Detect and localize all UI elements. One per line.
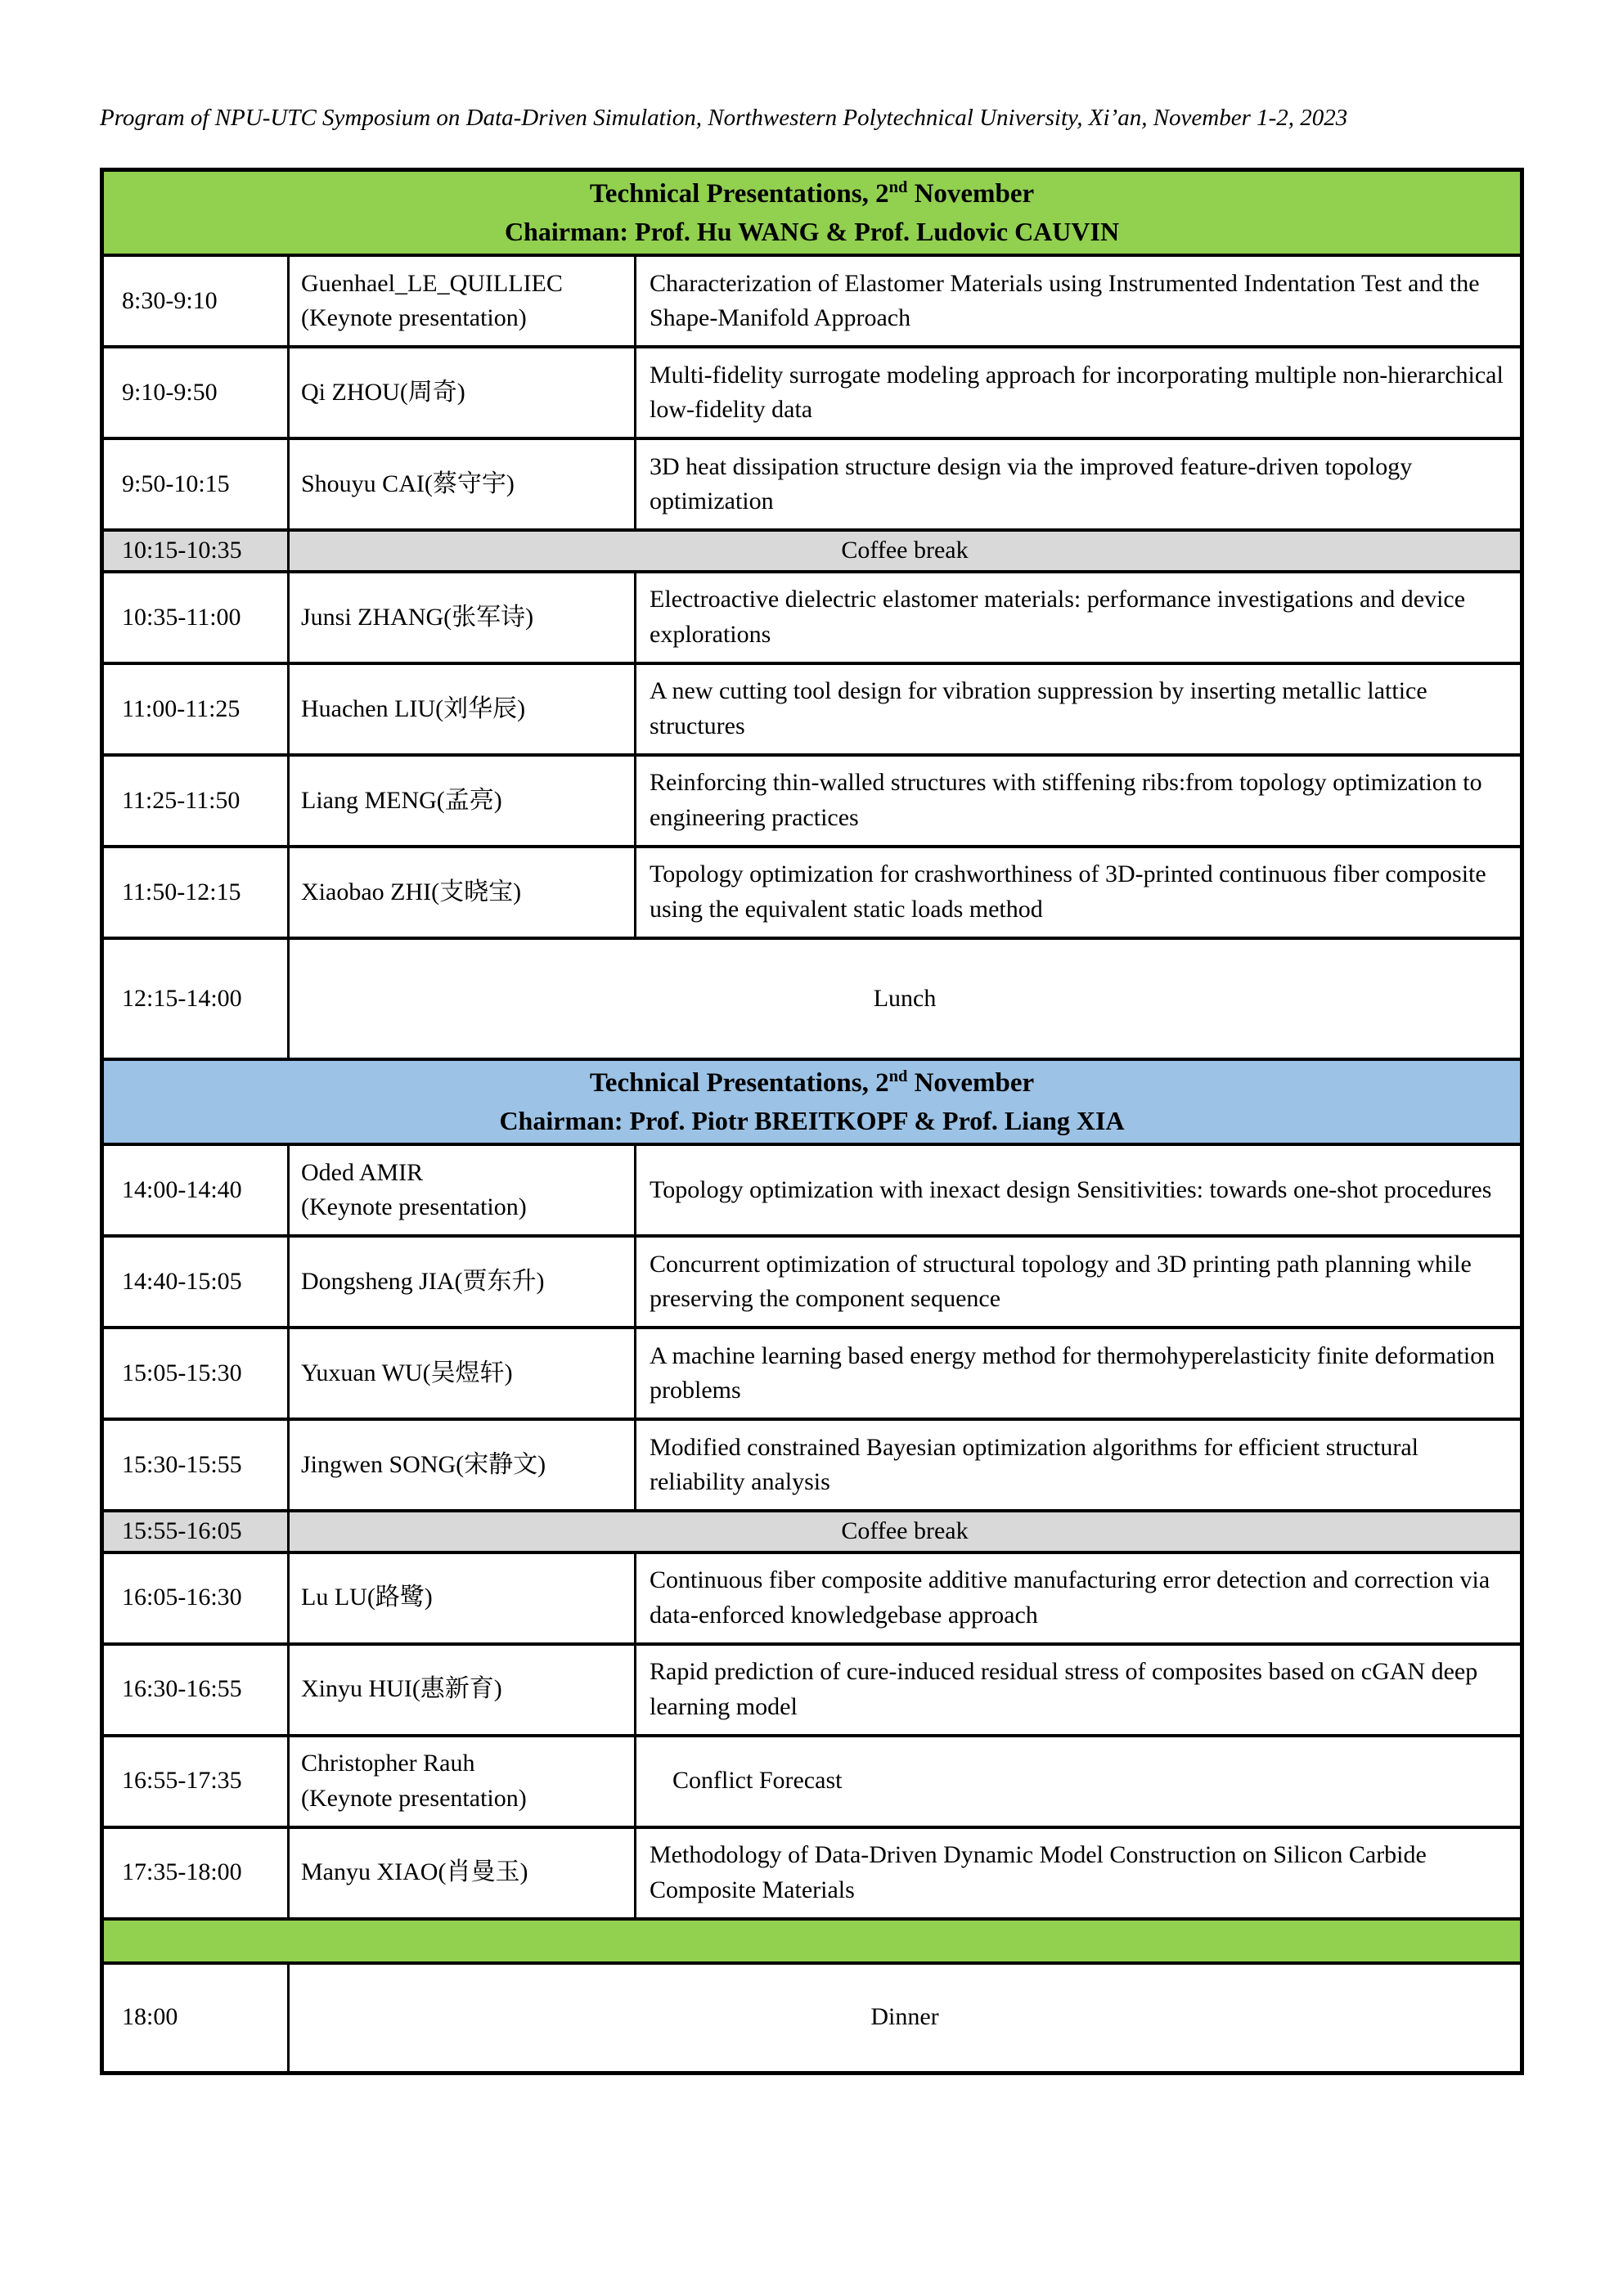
speaker-name: Oded AMIR	[301, 1158, 424, 1186]
time-cell: 15:05-15:30	[102, 1328, 289, 1419]
break-label: Coffee break	[289, 530, 1522, 572]
time-cell: 17:35-18:00	[102, 1827, 289, 1919]
keynote-note: (Keynote presentation)	[301, 1784, 527, 1812]
speaker-name: Huachen LIU(刘华辰)	[301, 694, 526, 722]
speaker-cell	[289, 1736, 636, 1827]
talk-title: Multi-fidelity surrogate modeling approach for incorporating multiple non-hierarchical low-fidelity data	[636, 347, 1522, 438]
talk-title: Electroactive dielectric elastomer materials: performance investigations and device explorations	[636, 572, 1522, 663]
talk-title: Concurrent optimization of structural topology and 3D printing path planning while preserving the component sequence	[636, 1236, 1522, 1328]
speaker-cell	[289, 663, 636, 755]
talk-title: Conflict Forecast	[636, 1736, 1522, 1827]
coffee-break-row	[102, 530, 1522, 572]
talk-title: Methodology of Data-Driven Dynamic Model Construction on Silicon Carbide Composite Materials	[636, 1827, 1522, 1919]
session2-title-post: November	[907, 1067, 1035, 1098]
table-row	[102, 847, 1522, 938]
time-cell: 12:15-14:00	[102, 938, 289, 1059]
time-cell: 10:15-10:35	[102, 530, 289, 572]
speaker-name: Lu LU(路鹭)	[301, 1584, 433, 1611]
lunch-label: Lunch	[289, 938, 1522, 1059]
talk-title: A machine learning based energy method for thermohyperelasticity finite deformation problems	[636, 1328, 1522, 1419]
speaker-cell	[289, 1144, 636, 1236]
talk-title: Topology optimization with inexact design Sensitivities: towards one-shot procedures	[636, 1144, 1522, 1236]
time-cell: 15:30-15:55	[102, 1419, 289, 1511]
time-cell: 8:30-9:10	[102, 255, 289, 347]
speaker-cell	[289, 1827, 636, 1919]
table-row	[102, 1419, 1522, 1511]
time-cell: 15:55-16:05	[102, 1511, 289, 1552]
table-row	[102, 663, 1522, 755]
time-cell: 10:35-11:00	[102, 572, 289, 663]
session2-chairman: Chairman: Prof. Piotr BREITKOPF & Prof. Liang XIA	[499, 1105, 1125, 1135]
speaker-cell	[289, 347, 636, 438]
speaker-name: Guenhael_LE_QUILLIEC	[301, 269, 563, 297]
speaker-cell	[289, 1328, 636, 1419]
table-row	[102, 1236, 1522, 1328]
speaker-name: Junsi ZHANG(张军诗)	[301, 603, 534, 631]
speaker-name: Manyu XIAO(肖曼玉)	[301, 1858, 528, 1886]
speaker-cell	[289, 572, 636, 663]
break-label: Coffee break	[289, 1511, 1522, 1552]
table-row	[102, 255, 1522, 347]
header-note: Program of NPU-UTC Symposium on Data-Driven Simulation, Northwestern Polytechnical University, Xi’an, November 1-2, 2023	[100, 105, 1348, 131]
talk-title: Characterization of Elastomer Materials using Instrumented Indentation Test and the Shape-Manifold Approach	[636, 255, 1522, 347]
table-row	[102, 1827, 1522, 1919]
table-row	[102, 438, 1522, 530]
time-cell: 14:40-15:05	[102, 1236, 289, 1328]
session1-title-post: November	[907, 179, 1035, 209]
session1-header-cell	[102, 170, 1522, 256]
time-cell: 9:50-10:15	[102, 438, 289, 530]
time-cell: 14:00-14:40	[102, 1144, 289, 1236]
lunch-row	[102, 938, 1522, 1059]
speaker-cell	[289, 1236, 636, 1328]
table-row	[102, 1644, 1522, 1736]
session1-title-sup: nd	[888, 178, 908, 196]
table-row	[102, 347, 1522, 438]
dinner-row	[102, 1963, 1522, 2074]
speaker-cell	[289, 1419, 636, 1511]
talk-title: Topology optimization for crashworthiness of 3D-printed continuous fiber composite using the equivalent static loads method	[636, 847, 1522, 938]
time-cell: 16:30-16:55	[102, 1644, 289, 1736]
table-row	[102, 1328, 1522, 1419]
time-cell: 18:00	[102, 1963, 289, 2074]
talk-title: A new cutting tool design for vibration suppression by inserting metallic lattice structures	[636, 663, 1522, 755]
table-row	[102, 1552, 1522, 1644]
speaker-name: Liang MENG(孟亮)	[301, 786, 502, 814]
session1-chairman: Chairman: Prof. Hu WANG & Prof. Ludovic CAUVIN	[504, 216, 1120, 246]
time-cell: 9:10-9:50	[102, 347, 289, 438]
time-cell: 11:50-12:15	[102, 847, 289, 938]
session1-title	[112, 175, 1512, 213]
coffee-break-row	[102, 1511, 1522, 1552]
table-row	[102, 1144, 1522, 1236]
speaker-cell	[289, 255, 636, 347]
talk-title: 3D heat dissipation structure design via the improved feature-driven topology optimization	[636, 438, 1522, 530]
table-row	[102, 755, 1522, 847]
time-cell: 16:05-16:30	[102, 1552, 289, 1644]
speaker-cell	[289, 438, 636, 530]
session1-title-pre: Technical Presentations, 2	[589, 179, 889, 209]
table-row	[102, 572, 1522, 663]
session2-title-sup: nd	[888, 1067, 908, 1085]
separator-band	[102, 1919, 1522, 1963]
speaker-name: Qi ZHOU(周奇)	[301, 379, 465, 406]
dinner-label: Dinner	[289, 1963, 1522, 2074]
speaker-name: Dongsheng JIA(贾东升)	[301, 1267, 545, 1295]
speaker-name: Jingwen SONG(宋静文)	[301, 1450, 546, 1478]
talk-title: Reinforcing thin-walled structures with stiffening ribs:from topology optimization to engineering practices	[636, 755, 1522, 847]
speaker-name: Xinyu HUI(惠新育)	[301, 1675, 502, 1703]
speaker-cell	[289, 1552, 636, 1644]
program-table	[100, 168, 1524, 2075]
session1-header-row	[102, 170, 1522, 256]
session2-title-pre: Technical Presentations, 2	[589, 1067, 889, 1098]
keynote-note: (Keynote presentation)	[301, 1193, 527, 1221]
table-row	[102, 1736, 1522, 1827]
time-cell: 16:55-17:35	[102, 1736, 289, 1827]
speaker-name: Christopher Rauh	[301, 1750, 475, 1777]
speaker-cell	[289, 847, 636, 938]
keynote-note: (Keynote presentation)	[301, 304, 527, 332]
speaker-cell	[289, 755, 636, 847]
session2-header-cell	[102, 1059, 1522, 1144]
session2-title	[112, 1064, 1512, 1103]
session2-header-row	[102, 1059, 1522, 1144]
talk-title: Modified constrained Bayesian optimization algorithms for efficient structural reliability analysis	[636, 1419, 1522, 1511]
talk-title: Rapid prediction of cure-induced residual stress of composites based on cGAN deep learning model	[636, 1644, 1522, 1736]
speaker-name: Xiaobao ZHI(支晓宝)	[301, 878, 522, 905]
time-cell: 11:00-11:25	[102, 663, 289, 755]
separator-band-row	[102, 1919, 1522, 1963]
talk-title: Continuous fiber composite additive manufacturing error detection and correction via data-enforced knowledgebase approach	[636, 1552, 1522, 1644]
speaker-name: Yuxuan WU(吴煜轩)	[301, 1359, 513, 1386]
speaker-name: Shouyu CAI(蔡守宇)	[301, 470, 515, 497]
speaker-cell	[289, 1644, 636, 1736]
time-cell: 11:25-11:50	[102, 755, 289, 847]
